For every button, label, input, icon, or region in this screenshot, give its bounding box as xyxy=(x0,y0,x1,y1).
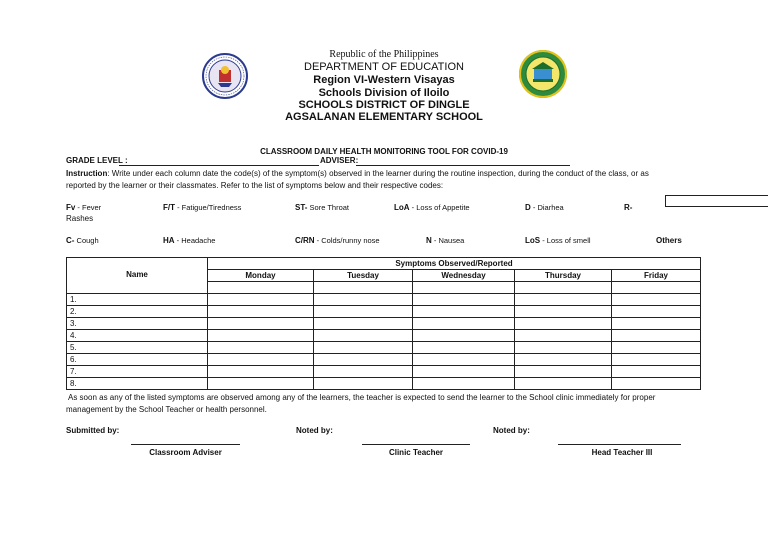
code-fever: Fv - Fever xyxy=(66,203,102,212)
table-row xyxy=(67,330,701,342)
symptom-cell[interactable] xyxy=(208,366,314,378)
day-header: Thursday xyxy=(515,270,612,282)
row-number[interactable]: 3. xyxy=(67,318,208,330)
symptom-cell[interactable] xyxy=(413,342,515,354)
code-fatigue: F/T - Fatigue/Tiredness xyxy=(163,203,242,212)
symptom-cell[interactable] xyxy=(612,306,701,318)
symptom-cell[interactable] xyxy=(314,366,413,378)
table-row xyxy=(67,366,701,378)
grade-level-field[interactable] xyxy=(119,165,319,166)
symptom-cell[interactable] xyxy=(314,342,413,354)
symptom-cell[interactable] xyxy=(208,294,314,306)
symptom-cell[interactable] xyxy=(208,330,314,342)
symptoms-group-header: Symptoms Observed/Reported xyxy=(208,258,701,270)
code-rashes: R- xyxy=(624,203,633,212)
classroom-adviser-title: Classroom Adviser xyxy=(149,448,222,457)
table-header-row xyxy=(67,258,701,270)
table-cell[interactable] xyxy=(314,282,413,294)
district-text: SCHOOLS DISTRICT OF DINGLE xyxy=(298,99,470,111)
symptom-cell[interactable] xyxy=(413,378,515,390)
row-number[interactable]: 7. xyxy=(67,366,208,378)
symptom-cell[interactable] xyxy=(612,342,701,354)
row-number[interactable]: 1. xyxy=(67,294,208,306)
symptom-cell[interactable] xyxy=(612,366,701,378)
table-row xyxy=(67,318,701,330)
instruction-line-1 xyxy=(66,169,649,178)
clinic-teacher-title: Clinic Teacher xyxy=(388,448,444,457)
symptom-cell[interactable] xyxy=(612,294,701,306)
table-cell[interactable] xyxy=(208,282,314,294)
symptom-cell[interactable] xyxy=(515,342,612,354)
symptom-cell[interactable] xyxy=(612,354,701,366)
symptom-cell[interactable] xyxy=(515,318,612,330)
code-colds: C/RN - Colds/runny nose xyxy=(295,236,380,245)
symptom-cell[interactable] xyxy=(208,318,314,330)
symptom-cell[interactable] xyxy=(208,378,314,390)
row-number[interactable]: 6. xyxy=(67,354,208,366)
code-headache: HA - Headache xyxy=(163,236,216,245)
symptom-cell[interactable] xyxy=(515,330,612,342)
symptom-cell[interactable] xyxy=(515,378,612,390)
row-number[interactable]: 2. xyxy=(67,306,208,318)
symptom-cell[interactable] xyxy=(314,330,413,342)
code-others: Others xyxy=(656,236,682,245)
region-text: Region VI-Western Visayas xyxy=(313,74,455,86)
symptom-cell[interactable] xyxy=(314,318,413,330)
day-header: Friday xyxy=(612,270,701,282)
row-number[interactable]: 4. xyxy=(67,330,208,342)
school-name: AGSALANAN ELEMENTARY SCHOOL xyxy=(285,111,483,123)
symptom-cell[interactable] xyxy=(208,354,314,366)
symptom-cell[interactable] xyxy=(413,330,515,342)
instruction-line-2: reported by the learner or their classmates. Refer to the list of symptoms below and their respective codes: xyxy=(66,181,444,190)
table-cell[interactable] xyxy=(413,282,515,294)
table-row xyxy=(67,294,701,306)
noted-by-label-1: Noted by: xyxy=(296,426,333,435)
note-line-1: As soon as any of the listed symptoms are observed among any of the learners, the teacher is expected to send the learner to the School clinic immediately for proper xyxy=(68,393,656,402)
instruction-label: Instruction xyxy=(66,169,108,178)
symptom-cell[interactable] xyxy=(515,294,612,306)
table-row xyxy=(67,354,701,366)
table-cell[interactable] xyxy=(515,282,612,294)
symptom-cell[interactable] xyxy=(208,306,314,318)
symptoms-table xyxy=(66,257,701,390)
adviser-signature-line[interactable] xyxy=(131,444,240,445)
symptom-cell[interactable] xyxy=(515,354,612,366)
others-box[interactable] xyxy=(665,195,768,207)
grade-level-label: GRADE LEVEL : xyxy=(66,156,128,165)
noted-by-label-2: Noted by: xyxy=(493,426,530,435)
symptom-cell[interactable] xyxy=(515,306,612,318)
adviser-field[interactable] xyxy=(356,165,570,166)
clinic-signature-line[interactable] xyxy=(362,444,470,445)
symptom-cell[interactable] xyxy=(314,378,413,390)
symptom-cell[interactable] xyxy=(413,366,515,378)
row-number[interactable]: 8. xyxy=(67,378,208,390)
code-loss-smell: LoS - Loss of smell xyxy=(525,236,591,245)
code-loss-appetite: LoA - Loss of Appetite xyxy=(394,203,470,212)
symptom-cell[interactable] xyxy=(314,354,413,366)
day-header: Monday xyxy=(208,270,314,282)
instruction-text-1: : Write under each column date the code(s) of the symptom(s) observed in the learner during the routine inspection, during the conduct of the class, or as xyxy=(107,169,649,178)
symptom-cell[interactable] xyxy=(314,294,413,306)
head-teacher-title: Head Teacher III xyxy=(591,448,653,457)
symptom-cell[interactable] xyxy=(413,318,515,330)
code-nausea: N - Nausea xyxy=(426,236,465,245)
symptom-cell[interactable] xyxy=(413,354,515,366)
symptom-cell[interactable] xyxy=(612,318,701,330)
table-row xyxy=(67,342,701,354)
table-row xyxy=(67,306,701,318)
name-header: Name xyxy=(67,258,208,294)
adviser-label: ADVISER: xyxy=(320,156,359,165)
symptom-cell[interactable] xyxy=(515,366,612,378)
department-text: DEPARTMENT OF EDUCATION xyxy=(304,61,464,73)
table-cell[interactable] xyxy=(612,282,701,294)
submitted-by-label: Submitted by: xyxy=(66,426,120,435)
symptom-cell[interactable] xyxy=(612,378,701,390)
symptom-cell[interactable] xyxy=(612,330,701,342)
code-cough: C- Cough xyxy=(66,236,99,245)
head-teacher-signature-line[interactable] xyxy=(558,444,681,445)
republic-text: Republic of the Philippines xyxy=(329,49,439,60)
row-number[interactable]: 5. xyxy=(67,342,208,354)
symptom-cell[interactable] xyxy=(208,342,314,354)
note-line-2: management by the School Teacher or health personnel. xyxy=(66,405,267,414)
symptom-cell[interactable] xyxy=(413,294,515,306)
code-diarhea: D - Diarhea xyxy=(525,203,564,212)
division-text: Schools Division of Iloilo xyxy=(318,87,450,99)
day-header: Tuesday xyxy=(314,270,413,282)
symptom-cell[interactable] xyxy=(413,306,515,318)
form-title: CLASSROOM DAILY HEALTH MONITORING TOOL FOR COVID-19 xyxy=(260,147,508,156)
code-rashes-desc: Rashes xyxy=(66,214,94,223)
symptom-cell[interactable] xyxy=(314,306,413,318)
table-row xyxy=(67,378,701,390)
code-sore-throat: ST- Sore Throat xyxy=(295,203,350,212)
day-header: Wednesday xyxy=(413,270,515,282)
